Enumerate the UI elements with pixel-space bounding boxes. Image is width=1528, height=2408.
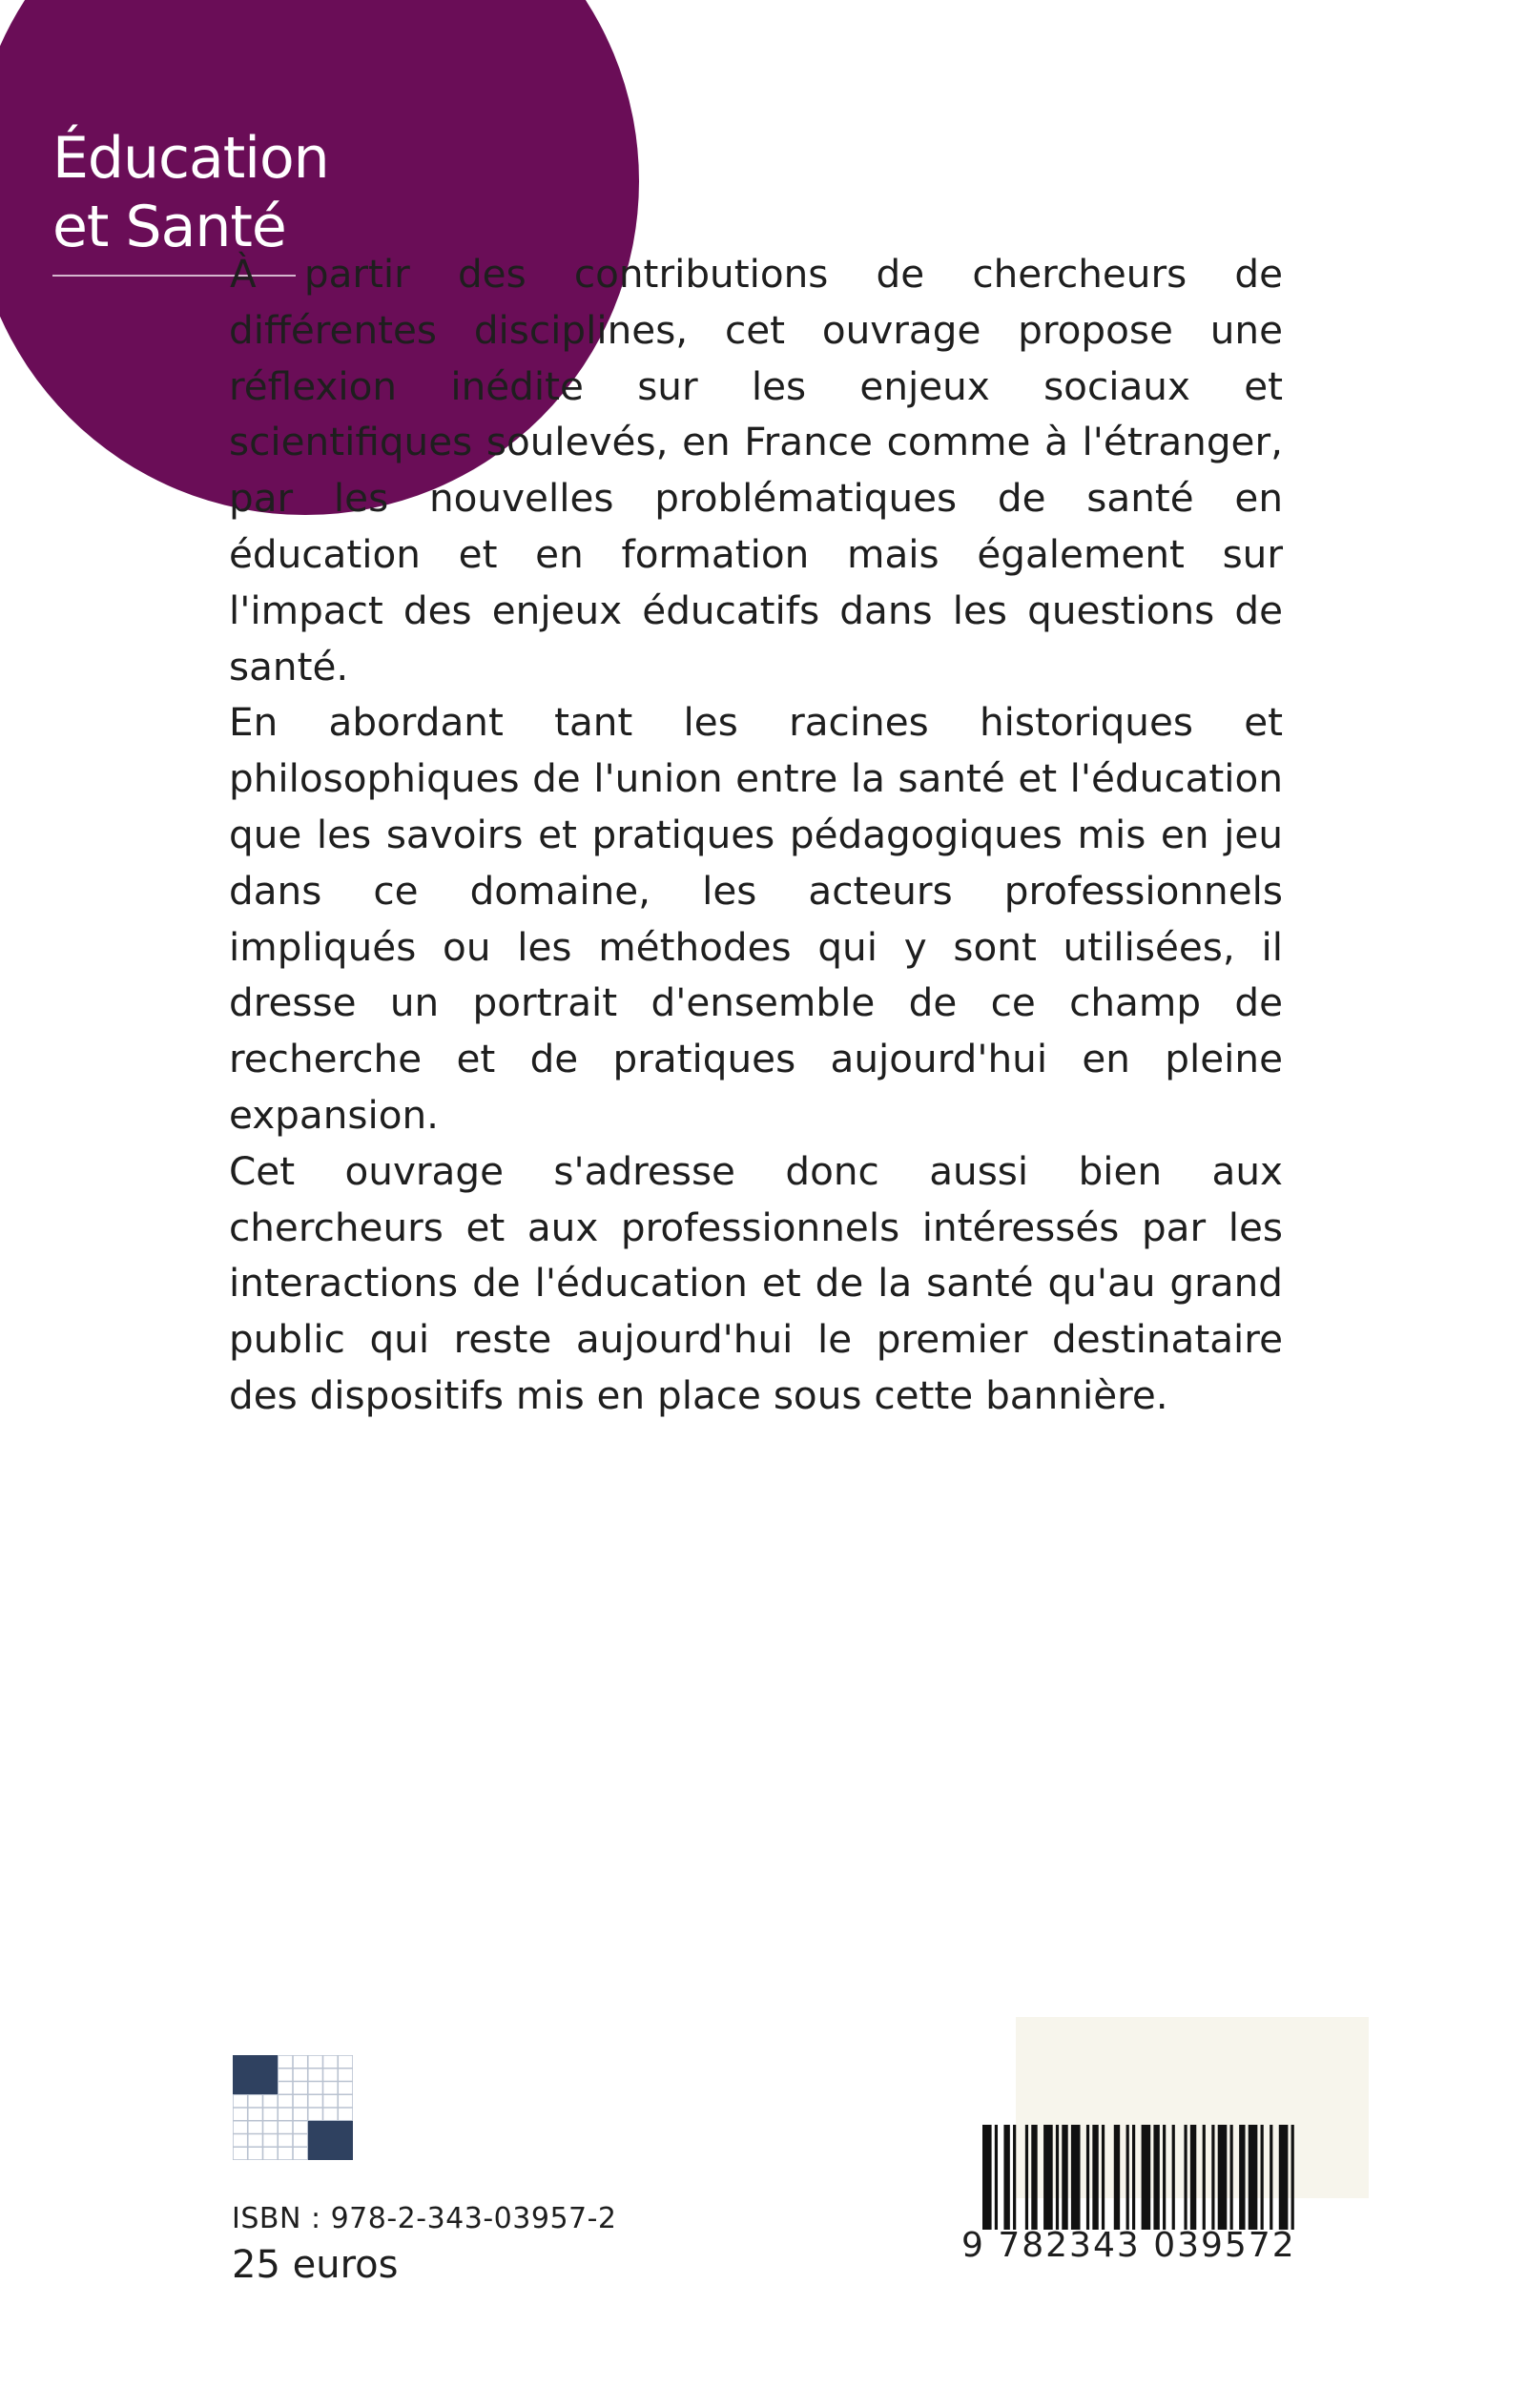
barcode-bar bbox=[1211, 2125, 1214, 2230]
barcode-digits: 9 782343 039572 bbox=[961, 2226, 1296, 2265]
barcode-bar bbox=[1172, 2125, 1175, 2230]
barcode-bar bbox=[1291, 2125, 1294, 2230]
barcode-bar bbox=[1126, 2125, 1129, 2230]
barcode-bar bbox=[1071, 2125, 1081, 2230]
barcode bbox=[982, 2125, 1297, 2230]
barcode-bar bbox=[1279, 2125, 1289, 2230]
barcode-bar bbox=[1132, 2125, 1135, 2230]
barcode-bar bbox=[1270, 2125, 1272, 2230]
barcode-bar bbox=[1025, 2125, 1028, 2230]
publisher-logo bbox=[233, 2055, 353, 2160]
barcode-bar bbox=[1249, 2125, 1258, 2230]
barcode-bar bbox=[1142, 2125, 1151, 2230]
barcode-bar bbox=[1086, 2125, 1089, 2230]
barcode-bar bbox=[982, 2125, 992, 2230]
blurb-paragraph-3: Cet ouvrage s'adresse donc aussi bien aux chercheurs et aux professionnels intéressés par les interactions de l'éducation et de la santé qu'au grand public qui reste aujourd'hui le premier destinataire des dispositifs mis en place sous cette bannière. bbox=[229, 1147, 1283, 1418]
barcode-bar bbox=[1153, 2125, 1159, 2230]
blurb-paragraph-2: En abordant tant les racines historiques et philosophiques de l'union entre la santé et l'éducation que les savoirs et pratiques pédagogiques mis en jeu dans ce domaine, les acteurs professionnels impliqués ou les méthodes qui y sont utilisées, il dresse un portrait d'ensemble de ce champ de recherche et de pratiques aujourd'hui en pleine expansion. bbox=[229, 699, 1283, 1138]
barcode-bar bbox=[1190, 2125, 1196, 2230]
barcode-bar bbox=[1062, 2125, 1067, 2230]
barcode-bar bbox=[1114, 2125, 1120, 2230]
barcode-bar bbox=[1184, 2125, 1187, 2230]
back-cover-blurb bbox=[229, 246, 1283, 1424]
series-title bbox=[52, 124, 329, 261]
barcode-bar bbox=[1013, 2125, 1016, 2230]
series-title-line2: et Santé bbox=[52, 194, 286, 260]
barcode-bar bbox=[1102, 2125, 1105, 2230]
series-title-line1: Éducation bbox=[52, 125, 329, 192]
barcode-bar bbox=[1043, 2125, 1053, 2230]
barcode-bar bbox=[1239, 2125, 1245, 2230]
price: 25 euros bbox=[232, 2243, 399, 2287]
isbn: ISBN : 978-2-343-03957-2 bbox=[232, 2202, 617, 2235]
barcode-bar bbox=[1092, 2125, 1098, 2230]
barcode-bar bbox=[1230, 2125, 1233, 2230]
barcode-bar bbox=[1031, 2125, 1037, 2230]
barcode-bar bbox=[1218, 2125, 1228, 2230]
blurb-paragraph-1: À partir des contributions de chercheurs de différentes disciplines, cet ouvrage propose une réflexion inédite sur les enjeux sociaux et scientifiques soulevés, en France comme à l'étranger, par les nouvelles problématiques de santé en éducation et en formation mais également sur l'impact des enjeux éducatifs dans les questions de santé. bbox=[229, 251, 1283, 689]
barcode-bar bbox=[1261, 2125, 1264, 2230]
barcode-bar bbox=[1056, 2125, 1059, 2230]
barcode-bar bbox=[1203, 2125, 1206, 2230]
barcode-bar bbox=[1003, 2125, 1009, 2230]
barcode-bar bbox=[1163, 2125, 1166, 2230]
barcode-bar bbox=[995, 2125, 998, 2230]
